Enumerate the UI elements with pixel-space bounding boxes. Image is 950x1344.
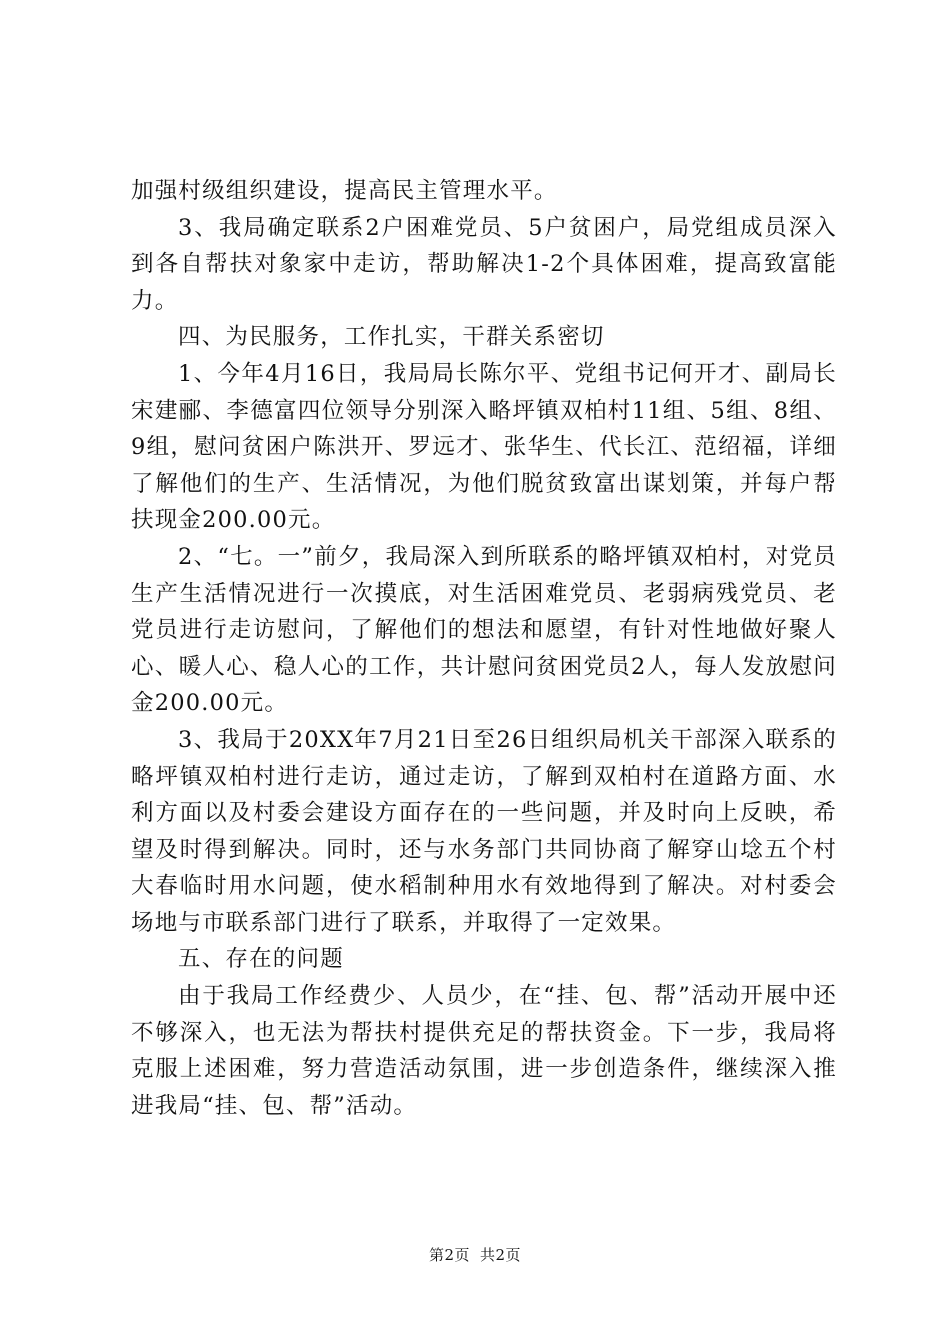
paragraph-7: 由于我局工作经费少、人员少，在“挂、包、帮”活动开展中还不够深入，也无法为帮扶村提供充足的帮扶资金。下一步，我局将克服上述困难，努力营造活动氛围，进一步创造条件，继续深入推进我局“挂、包、帮”活动。 [131, 983, 837, 1119]
paragraph-5: 3、我局于20XX年7月21日至26日组织局机关干部深入联系的略坪镇双柏村进行走访，通过走访，了解到双柏村在道路方面、水利方面以及村委会建设方面存在的一些问题，并及时向上反映，希望及时得到解决。同时，还与水务部门共同协商了解穿山埝五个村大春临时用水问题，使水稻制种用水有效地得到了解决。对村委会场地与市联系部门进行了联系，并取得了一定效果。 [131, 726, 837, 936]
section-heading-5: 五、存在的问题 [178, 946, 344, 973]
page-total: 共2页 [480, 1246, 522, 1264]
paragraph-1: 3、我局确定联系2户困难党员、5户贫困户，局党组成员深入到各自帮扶对象家中走访，帮助解决1-2个具体困难，提高致富能力。 [131, 214, 837, 314]
page-footer [0, 1244, 950, 1265]
document-body [131, 173, 837, 1124]
paragraph-4: 2、“七。一”前夕，我局深入到所联系的略坪镇双柏村，对党员生产生活情况进行一次摸底，对生活困难党员、老弱病残党员、老党员进行走访慰问，了解他们的想法和愿望，有针对性地做好聚人心、暖人心、稳人心的工作，共计慰问贫困党员2人，每人发放慰问金200.00元。 [131, 543, 837, 717]
paragraph-0: 加强村级组织建设，提高民主管理水平。 [131, 178, 558, 204]
page-number: 第2页 [428, 1246, 470, 1264]
paragraph-3: 1、今年4月16日，我局局长陈尔平、党组书记何开才、副局长宋建郦、李德富四位领导分别深入略坪镇双柏村11组、5组、8组、9组，慰问贫困户陈洪开、罗远才、张华生、代长江、范绍福，详细了解他们的生产、生活情况，为他们脱贫致富出谋划策，并每户帮扶现金200.00元。 [131, 360, 837, 534]
section-heading-4: 四、为民服务，工作扎实，干群关系密切 [178, 324, 605, 351]
